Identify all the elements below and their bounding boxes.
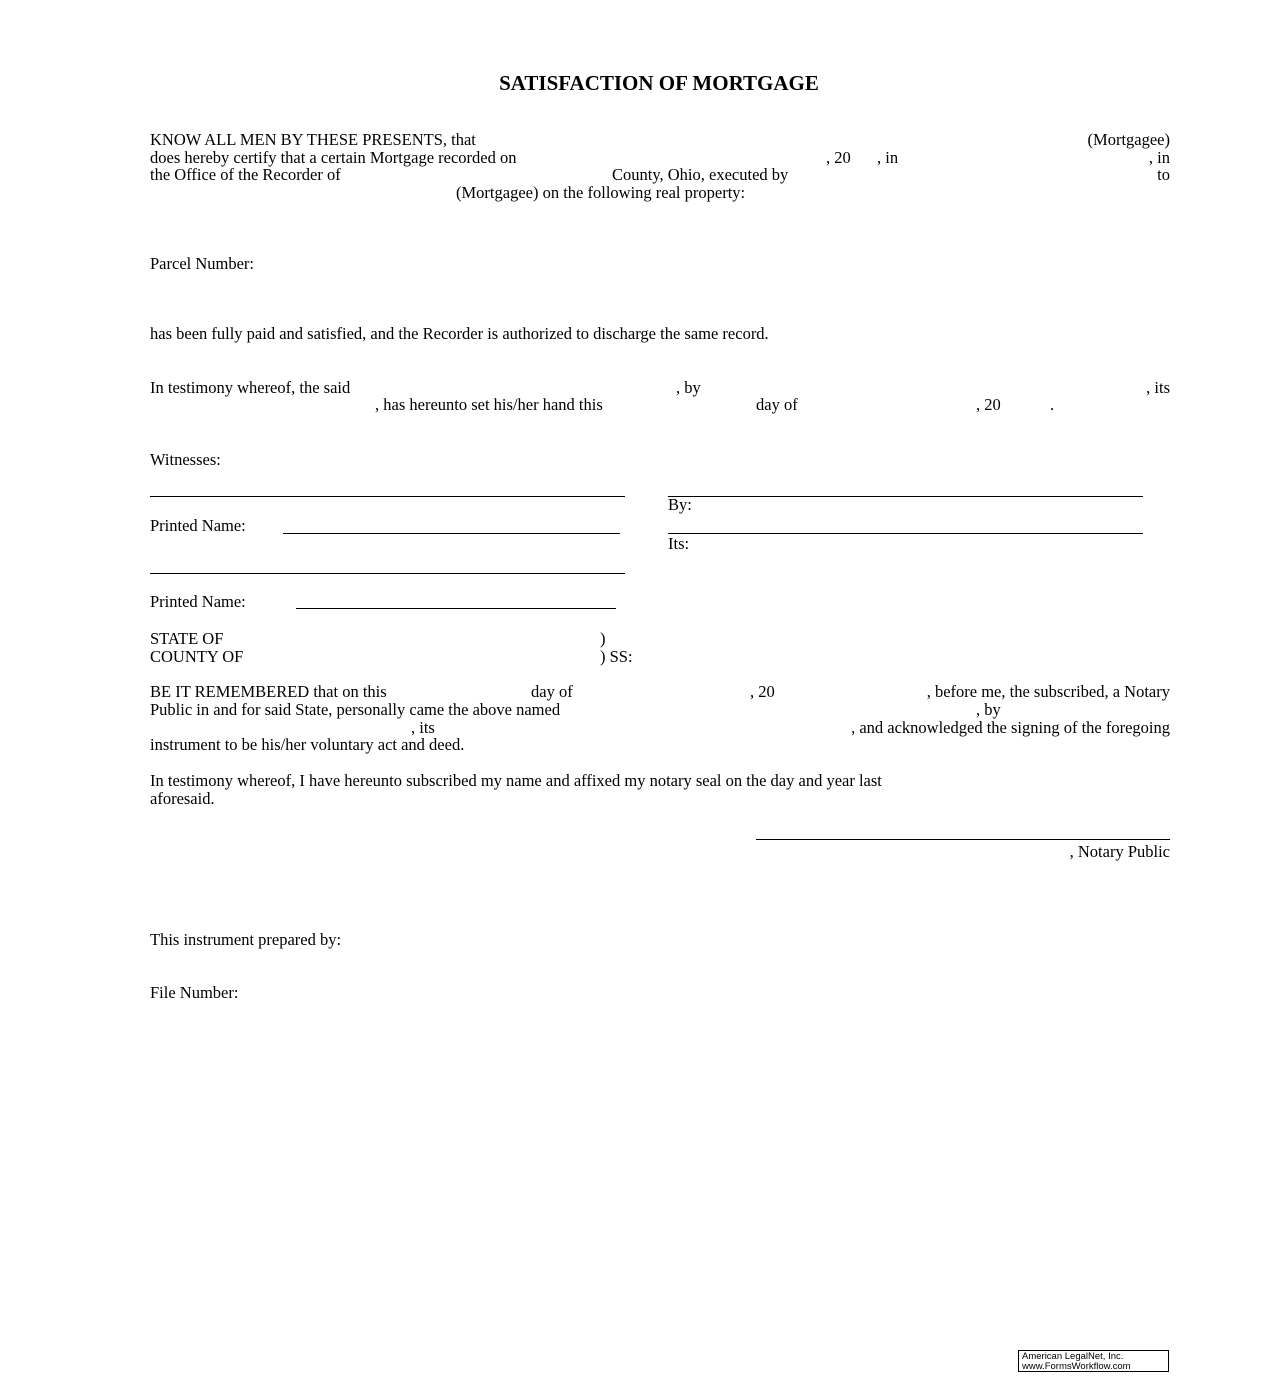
paid-statement: has been fully paid and satisfied, and the Recorder is authorized to discharge the same record. (150, 324, 769, 343)
printed-name-2-line (296, 608, 616, 609)
testimony-year: , 20 (976, 395, 1001, 414)
remembered-public: Public in and for said State, personally came the above named (150, 700, 561, 719)
intro-line-1: KNOW ALL MEN BY THESE PRESENTS, that (150, 130, 476, 149)
state-paren: ) (600, 629, 606, 648)
notary-signature-line (756, 839, 1170, 840)
intro-county: County, Ohio, executed by (612, 165, 789, 184)
remembered-its: , its (411, 718, 435, 737)
testimony-said: In testimony whereof, the said (150, 378, 351, 397)
printed-name-1-line (283, 533, 620, 534)
signer-signature-line (668, 496, 1143, 497)
intro-to: to (1157, 165, 1170, 184)
file-number-label: File Number: (150, 983, 239, 1002)
prepared-by-label: This instrument prepared by: (150, 930, 342, 949)
by-label: By: (668, 495, 692, 514)
state-of-label: STATE OF (150, 629, 224, 648)
notary-testimony-line-1: In testimony whereof, I have hereunto subscribed my name and affixed my notary seal on the day and year last (150, 771, 882, 790)
witnesses-label: Witnesses: (150, 450, 221, 469)
intro-line-2: does hereby certify that a certain Mortgage recorded on (150, 148, 517, 167)
witness-2-signature-line (150, 573, 625, 574)
document-title: SATISFACTION OF MORTGAGE (499, 71, 819, 95)
printed-name-2-label: Printed Name: (150, 592, 246, 611)
county-of-label: COUNTY OF (150, 647, 244, 666)
intro-in-2: , in (1148, 148, 1170, 167)
printed-name-1-label: Printed Name: (150, 516, 246, 535)
intro-mortgagee-label: (Mortgagee) (1087, 130, 1170, 149)
remembered-start: BE IT REMEMBERED that on this (150, 682, 387, 701)
witness-1-signature-line (150, 496, 625, 497)
remembered-by: , by (976, 700, 1001, 719)
publisher-url: www.FormsWorkflow.com (1022, 1361, 1131, 1372)
its-label: Its: (668, 534, 690, 553)
remembered-instrument: instrument to be his/her voluntary act and deed. (150, 735, 465, 754)
testimony-by: , by (676, 378, 701, 397)
testimony-its: , its (1146, 378, 1170, 397)
intro-line-3: the Office of the Recorder of (150, 165, 341, 184)
notary-public-label: , Notary Public (1069, 842, 1170, 861)
parcel-number-label: Parcel Number: (150, 254, 255, 273)
intro-in-1: , in (877, 148, 899, 167)
intro-line-4: (Mortgagee) on the following real property: (456, 183, 746, 202)
remembered-day-of: day of (531, 682, 573, 701)
signer-title-line (668, 533, 1143, 534)
remembered-notary: , before me, the subscribed, a Notary (926, 682, 1170, 701)
remembered-acknowledged: , and acknowledged the signing of the foregoing (851, 718, 1170, 737)
testimony-period: . (1050, 395, 1055, 414)
testimony-hand: , has hereunto set his/her hand this (375, 395, 603, 414)
notary-testimony-line-2: aforesaid. (150, 789, 215, 808)
intro-year: , 20 (826, 148, 851, 167)
publisher-name: American LegalNet, Inc. (1022, 1351, 1124, 1362)
publisher-footer-box (1018, 1350, 1169, 1372)
ss-label: ) SS: (600, 647, 633, 666)
remembered-year: , 20 (750, 682, 775, 701)
testimony-day-of: day of (756, 395, 798, 414)
